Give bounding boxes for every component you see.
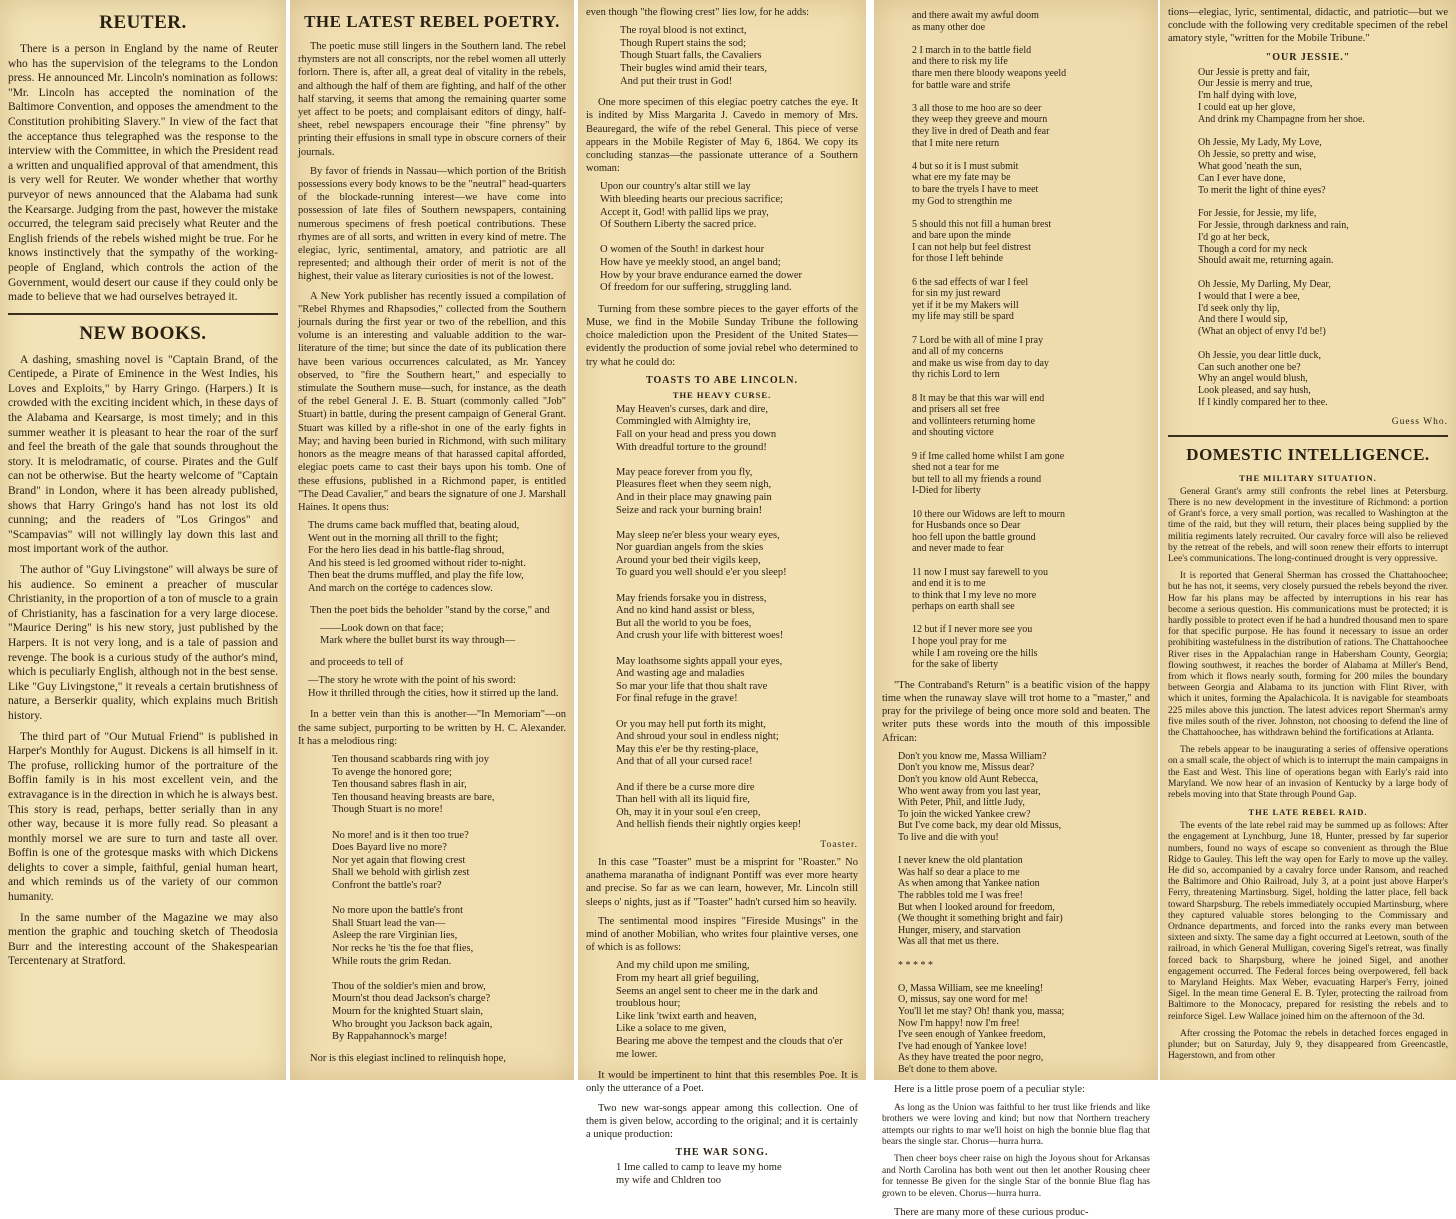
look-down-verse: ——Look down on that face; Mark where the bullet burst its way through— — [320, 622, 516, 647]
reuter-paragraph: There is a person in England by the name of Reuter who has the supervision of the telegrams to the London press. He announced Mr. Lincoln's nomination as follows: "Mr. Lincoln has accepted the nomination of the Baltimore Convention, and opposes the amendment to the Constitution prohibiting Slavery." In view of the fact that the acceptance thus telegraphed was the response to the interview with the Committee, in which the President read a written and unqualified approval of that amendment, this is very well for Reuter. We wonder whether that worthy purveyor of news announced that the Alabama had sunk the Kearsarge. Judging from the past, however the mistake occurred, the telegram said precisely what Reuter and the English friends of the rebels wished might be true. For he knows instinctively that the sympathy of the working-people of England, which controls the action of the Government, would desert our cause if they could only be made to believe that we had ourselves betrayed it. — [8, 43, 278, 304]
contraband-paragraph: "The Contraband's Return" is a beatific vision of the happy time when the runaway slave will trot home to a "master," and pray for the privilege of being once more sold and beaten. The writer puts these words into the mouth of this impossible African: — [882, 679, 1150, 744]
continued-paragraph: even though "the flowing crest" lies low, for he adds: — [586, 7, 810, 18]
rebel-rhymes-paragraph: A New York publisher has recently issued a compilation of "Rebel Rhymes and Rhapsodies," collected from the Southern journals during the first year or two of the rebellion, and this volume is an interesting and valuable addition to the war-literature of the time; but since the date of its publication there have been various occurrences calculated, as Mr. Yancey observed, to "fire the Southern heart," and especially to stimulate the Southern muse—such, for instance, as the death of the rebel General J. E. B. Stuart (commonly called "Job" Stuart) in battle, during the present campaign of General Grant. Stuart was killed by a rifle-shot in one of the early fights in May; and having been buried in Richmond, with such military honors as the meagre means of that harassed capital afforded, elegiac poets came to cast their bays upon his tomb. One of these effusions, published in a Richmond paper, is entitled "The Dead Cavalier," and bears the signature of one J. Marshall Haines. It opens thus: — [298, 290, 566, 513]
prose-poem-intro: Here is a little prose poem of a peculiar style: — [894, 1084, 1085, 1096]
column-4 — [874, 0, 1158, 1218]
new-books-heading: NEW BOOKS. — [79, 322, 207, 344]
toaster-paragraph: In this case "Toaster" must be a misprint for "Roaster." No anathema maranatha of indignant Pontiff was ever more hearty and precise. So far as we can learn, however, Mr. Lincoln still sleeps o' nights, just as if "Toaster" hadn't cursed him so heavily. — [586, 856, 858, 908]
fireside-verse: And my child upon me smiling, From my heart all grief beguiling, Seems an angel sent to cheer me in the dark and troublous hour; Like link 'twixt earth and heaven, Like a solace to me given, Bearing me above the tempest and the clouds that o'er me lower. — [616, 960, 843, 1060]
potomac-paragraph: After crossing the Potomac the rebels in detached forces engaged in plunder; but on Saturday, July 9, they disappeared from Greencastle, Hagerstown, and from other — [1168, 1028, 1448, 1062]
amatory-intro-paragraph: tions—elegiac, lyric, sentimental, didactic, and patriotic—but we conclude with the following very creditable specimen of the rebel amatory style, "written for the Mobile Tribune." — [1168, 7, 1448, 45]
curious-productions-paragraph: There are many more of these curious produc- — [894, 1206, 1089, 1218]
column-1 — [0, 0, 286, 1080]
sunday-tribune-paragraph: Turning from these sombre pieces to the gayer efforts of the Muse, we find in the Mobile Sunday Tribune the following choice malediction upon the President of the United States—evidently the production of some jovial rebel who determined to try what he could do: — [586, 303, 858, 368]
war-songs-paragraph: Two new war-songs appear among this collection. One of them is given below, according to the original; and it is certainly a unique production: — [586, 1102, 858, 1140]
toaster-signature: Toaster. — [820, 839, 858, 850]
military-situation-subheading: THE MILITARY SITUATION. — [1239, 472, 1377, 483]
memoriam-paragraph: In a better vein than this is another—"In Memoriam"—on the same subject, purporting to be written by H. C. Alexander. It has a melodious ring: — [298, 709, 566, 747]
rebel-poetry-heading: THE LATEST REBEL POETRY. — [304, 12, 560, 31]
war-song-continued-verse: and there await my awful doom as many other doe 2 I march in to the battle field and there to risk my life thare men there bloody weapons yeeld for battle ware and strife 3 all those to me hoo are so deer they weep they greeve and mourn they live in dred of Death and fear that I mite nere return 4 but so it is I must submit what ere my fate may be to bare the tryels I have to meet my God to strengthin me 5 should this not fill a human brest and bare upon the minde I can not help but feel distrest for those I left behinde 6 the sad effects of war I feel for sin my just reward yet if it be my Makers will my life may still be spard 7 Lord be with all of mine I pray and all of my concerns and make us wise from day to day thy richis Lord to lern 8 It may be that this war will end and prisers all set free and vollinteers returning home and shouting victore 9 if Ime called home whilst I am gone shed not a tear for me but tell to all my friends a round I-Died for liberty 10 there our Widows are left to mourn for Husbands once so Dear hoo fell upon the battle ground and never made to fear 11 now I must say farewell to you and end it is to me to think that I my leve no more perhaps on earth shall see 12 but if I never more see you I hope youl pray for me while I am roveing ore the hills for the sake of liberty — [912, 10, 1067, 671]
column-5 — [1160, 0, 1456, 1080]
altar-verse: Upon our country's altar still we lay With bleeding hearts our precious sacrifice; Accept it, God! with pallid lips we pray, Of Southern Liberty the sacred price. O women of the South! in darkest hour How have ye meekly stood, an angel band; How by your brave endurance earned the dower Of freedom for our suffering, struggling land. — [600, 181, 803, 294]
cheer-paragraph: Then cheer boys cheer raise on high the Joyous shout for Arkansas and North Carolina has both went out then let another Rousing cheer for tennesse Be given for the single Star of the bonnie Blue flag has grown to be eleven. Chorus—hurra hurra. — [882, 1154, 1150, 1199]
dead-cavalier-verse: The drums came back muffled that, beating aloud, Went out in the morning all thrill to the fight; For the hero lies dead in his battle-flag shroud, And his steed is led groomed without rider to-night. Then beat the drums muffled, and play the fife low, And march on the cortége to cadences slow. — [308, 520, 526, 595]
captain-brand-paragraph: A dashing, smashing novel is "Captain Brand, of the Centipede, a Pirate of Eminence in the West Indies, his Loves and Exploits," by Harry Gringo. (Harpers.) It is crowded with the exciting incident which, in these days of the Alabama and Kearsarge, is most timely; and in this summer weather it is pleasant to hear the roar of the surf and feel the breath of the gale that sounds throughout the story. It is melodramatic, of course. Pirates and the Gulf can not be otherwise. But the hearty welcome of "Captain Brand" in London, where it has been already published, shows that Harry Gringo's hand has not lost its old cunning; and the readers of "Los Gringos" and "Scampavias" will not willingly lay down this last and most important work of the author. — [8, 353, 278, 556]
magazine-paragraph: In the same number of the Magazine we may also mention the graphic and touching sketch of Theodosia Burr and the interesting account of the Shakespearian Tercentenary at Stratford. — [8, 911, 278, 968]
our-jessie-verse: Our Jessie is pretty and fair, Our Jessie is merry and true, I'm half dying with love, I could eat up her glove, And drink my Champagne from her shoe. Oh Jessie, My Lady, My Love, Oh Jessie, so pretty and wise, What good 'neath the sun, Can I ever have done, To merit the light of thine eyes? For Jessie, for Jessie, my life, For Jessie, through darkness and rain, I'd go at her beck, Though a cord for my neck Should await me, returning again. Oh Jessie, My Darling, My Dear, I would that I were a bee, I'd seek only thy lip, And there I would sip, (What an object of envy I'd be!) Oh Jessie, you dear little duck, Can such another one be? Why an angel would blush, Look pleased, and say hush, If I kindly compared her to thee. — [1198, 66, 1365, 408]
war-song-verse: 1 Ime called to camp to leave my home my wife and Chldren too — [616, 1162, 782, 1186]
elegiast-paragraph: Nor is this elegiast inclined to relinquish hope, — [310, 1052, 506, 1064]
cavedo-paragraph: One more specimen of this elegiac poetry catches the eye. It is indited by Miss Margarita J. Cavedo in memory of Mrs. Beauregard, the wife of the rebel General. This piece of verse appears in the Mobile Register of May 6, 1864. We copy its concluding stanzas—the passionate utterance of a Southern woman: — [586, 97, 858, 175]
maurice-dering-paragraph: The author of "Guy Livingstone" will always be sure of his audience. So eminent a preacher of muscular Christianity, in the proportion of a ton of muscle to a grain of Christianity, has a fascination for a very large diocese. "Maurice Dering" is his new story, just published by the Harpers. It is not very long, and is a tale of passion and revenge. The book is a curious study of the author's mind, which is peculiarly English, although not in the best sense. Like "Guy Livingstone," it reveals a certain brutishness of nature, a Berserkir quality, which explains much British history. — [8, 564, 278, 722]
guess-who-signature: Guess Who. — [1391, 416, 1448, 427]
our-jessie-title: "OUR JESSIE." — [1265, 51, 1351, 63]
heavy-curse-verse: May Heaven's curses, dark and dire, Commingled with Almighty ire, Fall on your head and press you down With dreadful torture to the ground! May peace forever from you fly, Pleasures fleet when they seem nigh, And in their place may gnawing pain Seize and rack your burning brain! May sleep ne'er bless your weary eyes, Nor guardian angels from the skies Around your bed their vigils keep, To guard you well should e'er you sleep! May friends forsake you in distress, And no kind hand assist or bless, But all the world to you be foes, And crush your life with bitterest woes! May loathsome sights appall your eyes, And wasting age and maladies So mar your life that thou shalt rave For final refuge in the grave! Or you may hell put forth its might, And shroud your soul in endless night; May this e'er be thy resting-place, And that of all your cursed race! And if there be a curse more dire Than hell with all its liquid fire, Oh, may it in your soul e'en creep, And hellish fiends their nightly orgies keep! — [616, 403, 802, 831]
corse-paragraph: Then the poet bids the beholder "stand by the corse," and — [310, 604, 550, 616]
toasts-title: TOASTS TO ABE LINCOLN. — [645, 374, 799, 386]
union-paragraph: As long as the Union was faithful to her trust like friends and like brothers we were loving and kind; but now that Northern treachery attempts our rights to mar we'll hoist on high the bonnie blue flag that bears the single star. Chorus—hurra hurra. — [882, 1102, 1150, 1147]
contraband-verse: Don't you know me, Massa William? Don't you know me, Missus dear? Don't you know old Aunt Rebecca, Who went away from you last year, With Peter, Phil, and little Judy, To join the wicked Yankee crew? But I've come back, my dear old Missus, To live and die with you! I never knew the old plantation Was half so dear a place to me As when among that Yankee nation The rabbles told me I was free! But when I looked around for freedom, (We thought it something bright and fair) Hunger, misery, and starvation Was all that met us there. * * * * * O, Massa William, see me kneeling! O, missus, say one word for me! You'll let me stay? Oh! thank you, massa; Now I'm happy! now I'm free! I've seen enough of Yankee freedom, I've had enough of Yankee love! As they have treated the poor negro, Be't done to them above. — [898, 750, 1065, 1075]
column-3 — [578, 0, 866, 1186]
proceeds-paragraph: and proceeds to tell of — [310, 657, 404, 669]
divider — [8, 313, 278, 315]
grant-paragraph: General Grant's army still confronts the rebel lines at Petersburg. There is no new development in the investiture of Richmond: a portion of Grant's force, a very small portion, was recalled to Washington at the time of the raid, but they will return, their places being supplied by the militia regiments lately recruited. Our cavalry force will also be relieved by the retreat of the rebels, and will soon renew their efforts to interrupt Lee's communications. The long-continued drought is very oppressive. — [1168, 486, 1448, 564]
mutual-friend-paragraph: The third part of "Our Mutual Friend" is published in Harper's Monthly for August. Dickens is all himself in it. The profuse, rollicking humor of the portraiture of the Boffin family is in his most excellent vein, and the extravagance is in the direction in which he is always best. This story is read, perhaps, better serially than in any other way, because it is more fully read. So pleasant a monthly morsel we are sure to turn and taste all over. Boffin is one of the grotesque masks with which Dickens delights to cover a simple, faithful, genial human heart, and which reminds us of the variety of our common humanity. — [8, 730, 278, 904]
domestic-intelligence-heading: DOMESTIC INTELLIGENCE. — [1186, 444, 1430, 464]
heavy-curse-subtitle: THE HEAVY CURSE. — [672, 389, 772, 400]
war-song-title: THE WAR SONG. — [675, 1147, 769, 1159]
reuter-heading: REUTER. — [99, 12, 187, 33]
fireside-paragraph: The sentimental mood inspires "Fireside Musings" in the mind of another Mobilian, who writes four plaintive verses, one of which is as follows: — [586, 915, 858, 954]
divider — [1168, 435, 1448, 437]
raid-summary-paragraph: The events of the late rebel raid may be summed up as follows: After the engagement at Lynchburg, June 18, Hunter, pressed by far superior numbers, found no ways of escape so convenient as through the Blue Ridge to Gauley. This left the way open for Early to move up the valley. He did so, accompanied by a cavalry force under Ransom, and reached the Baltimore and Ohio Railroad, July 3, at a point just above Harper's Ferry, threatening Martinsburg. Sigel, holding the latter place, fell back toward Sharpsburg. The rebels immediately occupied Martinsburg, where they captured valuable stores belonging to the Commissary and Ordnance departments, and forced into the ranks every man between sixteen and sixty. The same day a fight occurred at Leetown, south of the railroad, in which General Mulligan, covering Sigel's retreat, was finally forced back to Sharpsburg, where he joined Sigel, and another engagement occurred. The Federal forces being overpowered, fell back to Maryland Heights. Max Weber, evacuating Harper's Ferry, joined Sigel. In the mean time General E. B. Tyler, protecting the railroad from Baltimore to the Monocacy, prepared for resisting the rebels and to reinforce Sigel. Lew Wallace joined him on the afternoon of the 3d. — [1168, 821, 1448, 1022]
memoriam-verse: Ten thousand scabbards ring with joy To avenge the honored gore; Ten thousand sabres flash in air, Ten thousand heaving breasts are bare, Though Stuart is no more! No more! and is it then too true? Does Bayard live no more? Nor yet again that flowing crest Shall we behold with girlish zest Confront the battle's roar? No more upon the battle's front Shall Stuart lead the van— Asleep the rare Virginian lies, Nor recks he 'tis the foe that flies, While routs the grim Redan. Thou of the soldier's mien and brow, Mourn'st thou dead Jackson's charge? Mourn for the knighted Stuart slain, Who brought you Jackson back again, By Rappahannock's marge! — [332, 754, 495, 1043]
poetry-intro-paragraph: The poetic muse still lingers in the Southern land. The rebel rhymsters are not all conscripts, nor the rebel women all utterly forlorn. There is, after all, a great deal of vitality in the rebels, and although the half of them are fighting, and half of the other half starving, it seems that among the remaining quarter some yet affect to be poets; and complaisant editors of dingy, half-sheet, rebel newspapers encourage their "fine phrensy" by printing their effusions in small type in obscure corners of their journals. — [298, 41, 566, 158]
story-verse: —The story he wrote with the point of his sword: How it thrilled through the cities, how it stirred up the land. — [308, 675, 559, 699]
sherman-paragraph: It is reported that General Sherman has crossed the Chattahoochee; but he has not, it seems, very closely pursued the rebels beyond the river. How far his plans may be affected by interruptions in his rear has become a serious question. His communications must be protected; it is hardly possible to protect even if he had a hundred thousand men to spare for that specific purpose. He has found it necessary to issue an order prohibiting wastefulness in the distribution of rations. The Chattahoochee River rises in the Appalachian range in Habersham County, Georgia; flowing southwest, it reaches the border of Alabama at Miller's Bend, from which it flows nearly south, forming for 200 miles the boundary between Georgia and Alabama to its junction with Flint River, with which it unites, forming the Apalachicola. It is navigable for steamboats 225 miles above this junction. The latest advices report Sherman's army five miles south of the river. Johnston, not choosing to defend the line of the Chattahoochee, has withdrawn behind the fortifications at Atlanta. — [1168, 571, 1448, 738]
royal-blood-verse: The royal blood is not extinct, Though Rupert stains the sod; Though Stuart falls, the Cavaliers Their bugles wind amid their tears, And put their trust in God! — [620, 25, 767, 87]
poe-paragraph: It would be impertinent to hint that this resembles Poe. It is only the utterance of a Poet. — [586, 1070, 858, 1095]
rebel-raid-subheading: THE LATE REBEL RAID. — [1248, 807, 1368, 818]
nassau-paragraph: By favor of friends in Nassau—which portion of the British possessions every body knows to be the "neutral" head-quarters of the blockade-running interest—we have come into possession of late files of Southern newspapers, containing numerous specimens of fresh poetical contributions. These rhymes are of all sorts, and written in every kind of metre. The elegiac, lyric, sentimental, amatory, and patriotic are all represented; and although their order of merit is not of the highest, their value as literary curiosities is not of the lowest. — [298, 165, 566, 283]
offensive-operations-paragraph: The rebels appear to be inaugurating a series of offensive operations on a small scale, the object of which is to interrupt the main campaigns in the East and West. This line of operations began with Early's raid into Maryland. We now hear of an invasion of Kentucky by a large body of rebels moving into that State through Pound Gap. — [1168, 745, 1448, 800]
column-2 — [290, 0, 574, 1080]
